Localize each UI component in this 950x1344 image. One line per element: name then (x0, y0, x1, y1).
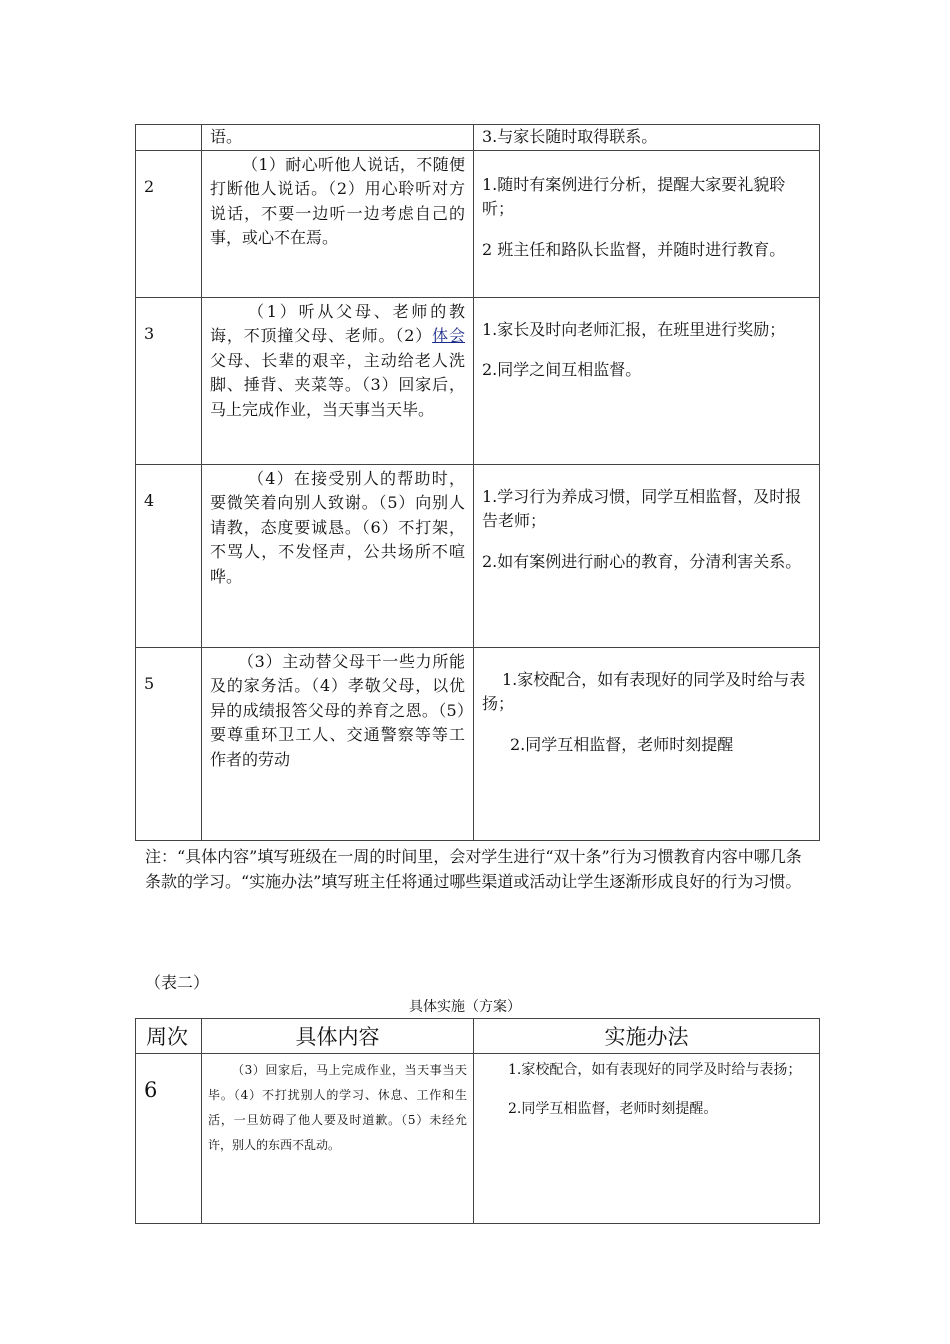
content-cell (202, 464, 474, 647)
content-text: （1）耐心听他人说话，不随便打断他人说话。（2）用心聆听对方说话，不要一边听一边考虑自己的事，或心不在焉。 (210, 154, 465, 247)
content-text: （1）听从父母、老师的教诲，不顶撞父母、老师。（2） (210, 301, 465, 345)
content-cell (202, 647, 474, 840)
method-item: 1.家长及时向老师汇报，在班里进行奖励； (482, 319, 786, 339)
method-item: 2.同学互相监督，老师时刻提醒 (510, 734, 734, 754)
week-cell: 4 (136, 464, 202, 647)
content-cell (202, 1054, 474, 1224)
content-cell (202, 150, 474, 297)
header-week: 周次 (136, 1019, 202, 1054)
table-note: 注：“具体内容”填写班级在一周的时间里，会对学生进行“双十条”行为习惯教育内容中哪几条条款的学习。“实施办法”填写班主任将通过哪些渠道或活动让学生逐渐形成良好的行为习惯。 (145, 847, 802, 891)
week-cell: 2 (136, 150, 202, 297)
content-cell: 语。 (202, 125, 474, 151)
week-cell: 5 (136, 647, 202, 840)
table-row (136, 297, 820, 464)
week-cell (136, 125, 202, 151)
method-item: 1.家校配合，如有表现好的同学及时给与表扬； (482, 669, 806, 713)
method-item: 2.同学之间互相监督。 (482, 360, 642, 379)
content-text: （3）回家后，马上完成作业，当天事当天毕。（4）不打扰别人的学习、休息、工作和生活，一旦妨碍了他人要及时道歉。（5）未经允许，别人的东西不乱动。 (208, 1063, 467, 1152)
table-row (136, 150, 820, 297)
method-item: 1.随时有案例进行分析，提醒大家要礼貌聆听； (482, 174, 786, 218)
week-cell: 6 (136, 1054, 202, 1224)
method-cell (474, 647, 820, 840)
method-item: 1.家校配合，如有表现好的同学及时给与表扬； (508, 1062, 802, 1078)
content-text: （3）主动替父母干一些力所能及的家务活。（4）孝敬父母，以优异的成绩报答父母的养育之恩。（5）要尊重环卫工人、交通警察等等工作者的劳动 (210, 651, 465, 769)
week-cell: 3 (136, 297, 202, 464)
content-text: （4）在接受别人的帮助时，要微笑着向别人致谢。（5）向别人请教，态度要诚恳。（6）不打架，不骂人，不发怪声，公共场所不喧哗。 (210, 468, 465, 586)
table-label: （表二） (145, 973, 210, 992)
method-cell (474, 1054, 820, 1224)
plan-table-2 (135, 1018, 820, 1224)
method-cell (474, 297, 820, 464)
method-cell (474, 464, 820, 647)
plan-table-continued (135, 124, 820, 841)
header-row (136, 1019, 820, 1054)
table-row (136, 647, 820, 840)
table-row (136, 125, 820, 151)
tihui-link[interactable]: 体会 (432, 326, 465, 345)
method-item: 2.同学互相监督，老师时刻提醒。 (508, 1101, 718, 1117)
table-caption: 具体实施（方案） (409, 999, 521, 1015)
method-item: 2.如有案例进行耐心的教育，分清利害关系。 (482, 551, 802, 571)
method-cell (474, 125, 820, 151)
method-item: 3.与家长随时取得联系。 (482, 127, 658, 146)
method-cell (474, 150, 820, 297)
method-item: 1.学习行为养成习惯，同学互相监督，及时报告老师； (482, 486, 802, 530)
content-text: 父母、长辈的艰辛，主动给老人洗脚、捶背、夹菜等。（3）回家后，马上完成作业，当天事当天毕。 (210, 350, 465, 419)
method-item: 2 班主任和路队长监督，并随时进行教育。 (482, 239, 786, 259)
header-method: 实施办法 (474, 1019, 820, 1054)
header-content: 具体内容 (202, 1019, 474, 1054)
table-row (136, 1054, 820, 1224)
content-cell (202, 297, 474, 464)
table-row (136, 464, 820, 647)
